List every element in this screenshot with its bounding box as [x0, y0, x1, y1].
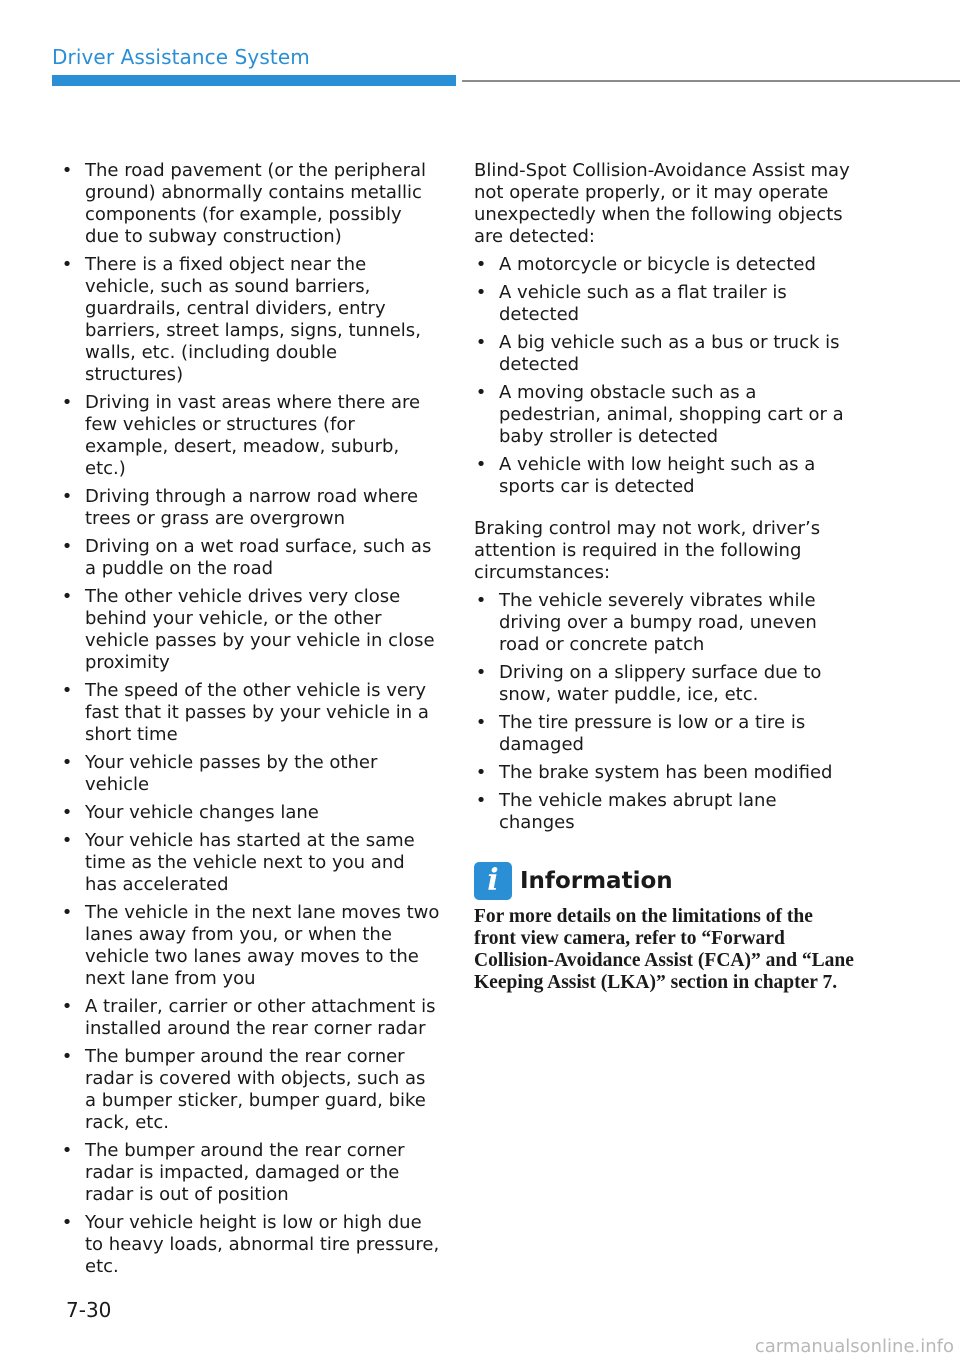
right-column: [474, 160, 854, 994]
list-item: • The tire pressure is low or a tire is damaged: [475, 712, 806, 755]
list-item: • There is a fixed object near the vehicle, such as sound barriers, guardrails, central dividers, entry barriers, street lamps, signs, tunnels, walls, etc. (including double structures): [61, 254, 421, 385]
bullet-icon: •: [61, 486, 73, 507]
list-item: • The bumper around the rear corner radar is impacted, damaged or the radar is out of position: [61, 1140, 405, 1205]
bullet-icon: •: [475, 590, 487, 611]
bullet-icon: •: [475, 332, 487, 353]
list-item: • A vehicle with low height such as a sports car is detected: [475, 454, 816, 497]
list-item: • A moving obstacle such as a pedestrian, animal, shopping cart or a baby stroller is detected: [475, 382, 844, 447]
list-item: • Your vehicle changes lane: [61, 802, 319, 823]
watermark: carmanualsonline.info: [754, 1336, 954, 1357]
bcaa-intro-paragraph: Blind-Spot Collision-Avoidance Assist may not operate properly, or it may operate unexpectedly when the following objects are detected:: [474, 160, 850, 247]
bullet-icon: •: [475, 254, 487, 275]
bullet-icon: •: [475, 382, 487, 403]
bullet-icon: •: [61, 1046, 73, 1067]
header-divider-rule: [462, 80, 960, 82]
list-item: • Driving through a narrow road where trees or grass are overgrown: [61, 486, 419, 529]
bullet-icon: •: [61, 160, 73, 181]
list-item: • Driving on a wet road surface, such as a puddle on the road: [61, 536, 432, 579]
list-item: • The vehicle makes abrupt lane changes: [475, 790, 777, 833]
bullet-icon: •: [61, 680, 73, 701]
list-item: • Your vehicle passes by the other vehicle: [61, 752, 378, 795]
bullet-icon: •: [61, 996, 73, 1017]
detected-objects-list: [474, 254, 854, 498]
list-item: • The brake system has been modified: [475, 762, 833, 783]
header-accent-rule: [52, 75, 456, 86]
list-item: • The vehicle in the next lane moves two lanes away from you, or when the vehicle two lanes away moves to the next lane from you: [61, 902, 440, 989]
list-item: • The other vehicle drives very close behind your vehicle, or the other vehicle passes by your vehicle in close proximity: [61, 586, 435, 673]
information-icon: i: [474, 862, 512, 900]
list-item: • Your vehicle height is low or high due to heavy loads, abnormal tire pressure, etc.: [61, 1212, 440, 1277]
list-item: • The road pavement (or the peripheral ground) abnormally contains metallic components (for example, possibly due to subway construction): [61, 160, 427, 247]
bullet-icon: •: [61, 392, 73, 413]
list-item: • The bumper around the rear corner radar is covered with objects, such as a bumper sticker, bumper guard, bike rack, etc.: [61, 1046, 426, 1133]
list-item: • The vehicle severely vibrates while driving over a bumpy road, uneven road or concrete patch: [475, 590, 817, 655]
bullet-icon: •: [61, 802, 73, 823]
bullet-icon: •: [61, 1212, 73, 1233]
page-number: 7-30: [66, 1298, 112, 1322]
bullet-icon: •: [61, 752, 73, 773]
circumstances-list: [474, 590, 854, 834]
list-item: • A motorcycle or bicycle is detected: [475, 254, 816, 275]
bullet-icon: •: [475, 454, 487, 475]
information-text: For more details on the limitations of the front view camera, refer to “Forward Collision-Avoidance Assist (FCA)” and “Lane Keeping Assist (LKA)” section in chapter 7.: [474, 906, 854, 993]
information-box-header: [474, 862, 854, 900]
information-title: Information: [520, 868, 673, 894]
bullet-icon: •: [475, 762, 487, 783]
bullet-icon: •: [61, 830, 73, 851]
bullet-icon: •: [475, 790, 487, 811]
list-item: • A vehicle such as a flat trailer is detected: [475, 282, 787, 325]
left-column: [60, 160, 440, 1284]
left-bullet-list: [60, 160, 440, 1278]
bullet-icon: •: [475, 282, 487, 303]
section-header-title: Driver Assistance System: [52, 45, 310, 69]
bullet-icon: •: [475, 712, 487, 733]
bullet-icon: •: [475, 662, 487, 683]
bullet-icon: •: [61, 254, 73, 275]
list-item: • Driving on a slippery surface due to snow, water puddle, ice, etc.: [475, 662, 822, 705]
list-item: • A big vehicle such as a bus or truck is detected: [475, 332, 840, 375]
list-item: • A trailer, carrier or other attachment is installed around the rear corner radar: [61, 996, 436, 1039]
bullet-icon: •: [61, 902, 73, 923]
bullet-icon: •: [61, 536, 73, 557]
braking-control-paragraph: Braking control may not work, driver’s attention is required in the following circumstances:: [474, 518, 821, 583]
bullet-icon: •: [61, 586, 73, 607]
list-item: • The speed of the other vehicle is very fast that it passes by your vehicle in a short time: [61, 680, 429, 745]
list-item: • Driving in vast areas where there are few vehicles or structures (for example, desert, meadow, suburb, etc.): [61, 392, 421, 479]
list-item: • Your vehicle has started at the same time as the vehicle next to you and has accelerated: [61, 830, 415, 895]
bullet-icon: •: [61, 1140, 73, 1161]
